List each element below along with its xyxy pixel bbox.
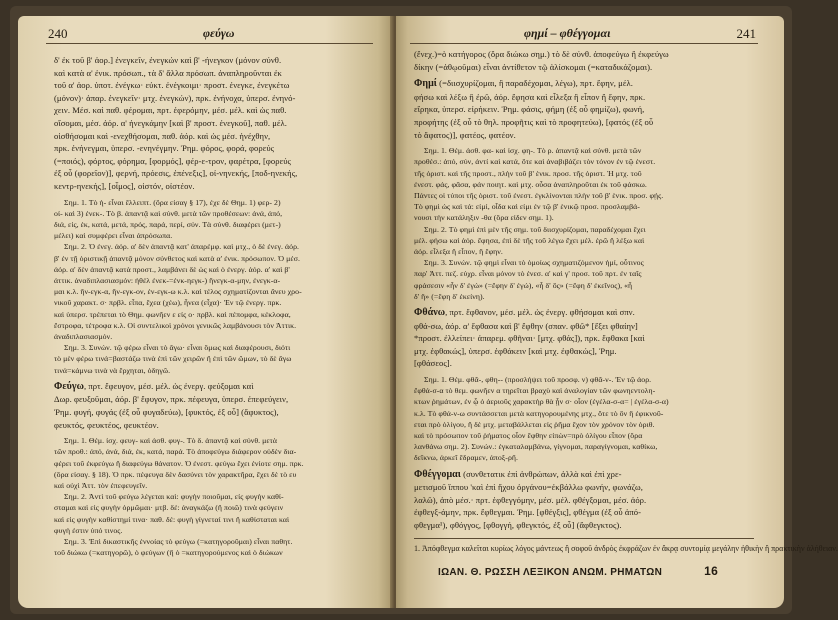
note-line: προθέσ.: ἀπό, σύν, ἀντί καὶ κατά, ὅτε καὶ ἀναβιβάζει τὸν τόνον ἐν τῷ ἐνεστ. — [414, 157, 656, 167]
entry-phthano-line: [φθάσεος]. — [414, 358, 452, 369]
entry-phemi-line: προφήτης (ἐξ οὗ τὸ θηλ. προφῆτις καὶ τὸ προφητεύω), [φατός (ἐξ οὗ — [414, 116, 654, 127]
note-line: (ὅρα εἰσαγ. § 18). Ὁ πρκ. πέφευγα δὲν δασύνει τὸν χαρακτῆρα, ἔχει δὲ τὸ ευ — [54, 469, 297, 479]
note-line: νουσι τὴν κατάληξιν -θα (ὅρα εἰδεν σημ. 1). — [414, 213, 554, 223]
signature-mark: 16 — [704, 563, 719, 578]
entry-phthano-first-line: Φθάνω, πρτ. ἔφθανον, μέσ. μέλ. ὡς ἐνεργ. φθήσομαι καὶ σπν. — [414, 307, 635, 318]
right-page-number: 241 — [736, 26, 756, 41]
note-line: Σημ. 1. Θέμ. φθᾶ-, φθη-- (προσλήψει τοῦ προσφ. ν) φθᾶ-ν-. Ἐν τῷ ἀορ. — [424, 374, 652, 384]
note-line: φυγὴ ἐστιν ὑπό τινος. — [54, 525, 123, 535]
note-line: μέλει) καὶ συμφέρει εἶναι ἀπρόσωπα. — [54, 231, 173, 241]
note-line: ἀττικ. ἀναδιπλασιασμόν: ἠθέλ ἐνεκ-=ἐνκ-ηεγκ-) ἤνεγκ-α-μην, ἐνεγκ-α- — [54, 275, 281, 285]
note-line: δεῖκνω, ἀρκεῖ ἔδραμεν, ἀποξ-ρῆ. — [414, 453, 519, 463]
note-line: τῆς ὁριστ. καὶ τῆς προστ., πλὴν τοῦ β' ἑνικ. προσ. τῆς ὁριστ. Ἡ μτχ. τοῦ — [414, 168, 642, 178]
entry-phthano-line: φθά-σω, ἀόρ. α' ἔφθασα καὶ β' ἔφθην (σπαν. φθῶ* [ἔξει φθαίην] — [414, 320, 638, 331]
entry-phemi-first-line: Φημί (=διισχυρίζομαι, ἢ παραδέχομαι, λέγω), πρτ. ἔφην, μέλ. — [414, 78, 633, 90]
entry-phthano-line: *προστ. ἐλλείπει· ἀπαρεμ. φθῆναι· [μτχ. φθάς]), πρκ. ἔφθακα [καὶ — [414, 333, 645, 344]
footnote: 1. Ἀπόφθεγμα καλεῖται κυρίως λόγος μάντεως ἢ σοφοῦ ἀνδρὸς ἐκφράζων ἐν ἄκρᾳ συντομίᾳ μεγάλην ἠθικὴν ἢ πρακτικὴν ἀλήθειαν. — [414, 543, 838, 553]
text-line: (μόνον)· ἀπαρ. ἐνεγκεῖν· μτχ. ἐνεγκών), πρκ. ἐνήνοχα, ὑπερσ. ἐνηνό- — [54, 92, 296, 103]
footnote-rule — [414, 538, 754, 539]
text-line: κεντρ-ηνεκής], [οἶμος], οἰστόν, οἰστέον. — [54, 180, 195, 191]
note-line: κ.λ. Τὸ φθά-ν-ω συντάσσεται μετὰ κατηγορουμένης μτχ., ὅτε τὸ ὂν ἢ ἐφικνοῦ- — [414, 408, 664, 418]
note-line: διά, εἰς, ἐκ, κατά, μετά, πρός, παρά, περί, σύν. Τὰ σύνθ. διαφέρει (μετ-) — [54, 219, 281, 229]
left-page — [18, 16, 393, 608]
note-line: κτων ῥημάτων, ἐν ᾧ ὁ ἀεριοῦς χαρακτὴρ θὰ ᾖν σ· οἷον (ἐγέλα-σ-α= | ἐγέλα-σ-α) — [414, 397, 669, 407]
note-line: Σημ. 1. Τὸ ἠ- εἶναι ἔλλειπτ. (ὅρα εἰσαγ § 17), ἐχε δὲ Θημ. 1) φερ- 2) — [64, 197, 281, 207]
entry-phthengomai-line: λαλῶ), ἀπὸ μέσ.· πρτ. ἐφθεγγόμην, μέσ. μέλ. φθέγξομαι, μέσ. ἀόρ. — [414, 494, 647, 505]
right-page — [396, 16, 838, 608]
right-running-title: φημί – φθέγγομαι — [524, 26, 611, 40]
note-line: Σημ. 1. Θέμ. ἰσχ. φευγ- καὶ ἀσθ. φυγ-. Τὸ δ. ἁπαντᾷ καὶ σύνθ. μετὰ — [64, 436, 278, 446]
entry-phthengomai-headword: Φθέγγομαι — [414, 468, 461, 480]
text-line: δ' ἐκ τοῦ β' ἀορ.] ἐνεγκεῖν, ἐνεγκών καὶ β' -ήνεγκον (μόνον σύνθ. — [54, 55, 282, 65]
entry-pheugo-line: Ῥημ. φυγή, φυγάς (ἐξ οὗ φυγαδεύω), [φυκτός, ἐξ οὗ] (ἄφυκτος), — [54, 406, 279, 417]
entry-phemi-line: φήσω καὶ λέξω ἢ ἐρῶ, ἀόρ. ἔφησα καὶ εἶλεξα ἢ εἶπον ἢ ἔφην, πρκ. — [414, 91, 646, 102]
note-line: φέρει τοῦ ἐκφεύγω ἢ διαφεύγω θάνατον. Ὁ ἐνεστ. φεύγω ἔχει ἐνίοτε σημ. πρκ. — [54, 458, 304, 468]
imprint — [414, 564, 754, 578]
entry-pheugo-line: Δωρ. φευξοῦμαι, ἀόρ. β' ἔφυγον, πρκ. πέφευγα, ὑπερσ. ἐπεφεύγειν, — [54, 394, 289, 405]
note-line: ἀναδιπλασιασμόν. — [54, 331, 113, 341]
note-line: τοῦ διώκω (=κατηγορῶ), ὁ φεύγων (ἢ ὁ =κατηγορούμενος καὶ ὁ διώκων — [54, 548, 283, 558]
note-line: καὶ οὐχὶ Ἀττ. τὸν ἐπεφευγεῖν. — [54, 480, 148, 490]
text-line: (ἔνεχ.)=ὁ κατήγορος (ὅρα διώκω σημ.) τὸ δὲ σύνθ. ἀποφεύγω ἢ ἐκφεύγω — [414, 49, 669, 59]
text-line: οἴσομαι, μέσ. ἀόρ. α' ἠνεγκάμην [καὶ β' προστ. ἐνεγκοῦ], παθ. μέλ. — [54, 117, 287, 128]
note-line: μέλ. φήσω καὶ ἀόρ. ἔφησα, ἐπὶ δὲ τῆς τοῦ λέγω ἔχει μέλ. ἐρῶ ἢ λέξω καὶ — [414, 235, 645, 245]
entry-pheugo-headword: Φεύγω — [54, 380, 84, 392]
note-line: οἰ- καὶ 3) ἐνεκ-. Τὸ β. ἁπαντᾷ καὶ σύνθ. μετὰ τῶν προθέσεων: ἀνά, ἀπό, — [54, 208, 283, 218]
entry-pheugo-line: φευκτός, φευκτέος, φευκτέον. — [54, 419, 159, 430]
note-line: εται πρὸ ὀλίγου, ἢ δὲ μτχ. μεταβάλλεται εἰς ῥῆμα ἔχον τὸν χρόνον τὸν ὁριθ. — [414, 419, 655, 429]
imprint-text: ΙΩΑΝ. Θ. ΡΩΣΣΗ ΛΕΞΙΚΟΝ ΑΝΩΜ. ΡΗΜΑΤΩΝ — [438, 566, 663, 578]
note-line: τῶν προθ.: ἀπό, ἀνά, διά, ἐκ, κατά, παρά. Τὸ ἀποφεύγω διάφερον οὐδὲν δια- — [54, 447, 297, 457]
note-line: τινά=κάμνω τινὰ νὰ ἔρχηται, ὁδηγῶ. — [54, 365, 171, 375]
note-line: καὶ εἰς φυγὴν καθίστημί τινα· παθ. δέ: φυγὴ γίγνεταί τινι ἢ καθίσταται καὶ — [54, 514, 290, 524]
text-line: οἰσθήσομαι καὶ -ενεχθήσομαι, παθ. ἀόρ. καὶ ὡς μέσ. ἠνέχθην, — [54, 130, 271, 141]
note-line: σταμαι καὶ εἰς φυγὴν ὁρμῶμαι· μτβ. δέ: ἀναγκάζω (ἢ ποιῶ) τινὰ φεύγειν — [54, 503, 284, 513]
text-line: καὶ κατὰ α' ἐνικ. πρόσωπ., τὰ δ' ἄλλα πρόσωπ. ἀναπληροῦνται ἐκ — [54, 67, 282, 78]
note-line: νικοῦ χαρακτ. σ· πρβλ. εἶπα, ἔχεα (χέω), ἦνεα (εἶχα)· Ἐν τῷ ἐνεργ. πρκ. — [54, 298, 282, 308]
note-line: φράσεσιν «ἦν δ' ἐγώ» (=ἔφην δ' ἐγώ), «ἦ δ' ὅς» (=ἔφη δ' ἐκεῖνος), «ἦ — [414, 280, 633, 290]
note-line: Πάντες οἱ τύποι τῆς ὁριστ. τοῦ ἐνεστ. ἐγκλίνονται πλὴν τοῦ β' ἑνικ. προσ. φῄς. — [414, 190, 664, 200]
text-line: τοῦ α' ἀορ. ὑποτ. ἐνέγκω· εὐκτ. ἐνέγκοιμι· προστ. ἐνεγκε, ἐνεγκέτω — [54, 80, 290, 91]
text-line: ἐξ οὗ (φορεῖον)], φερνή, πρόεσις, ἐπένεξις], οἰ-νηνεκής, [ποδ-ηνεκής, — [54, 168, 298, 179]
note-line: β' ἐν τῇ ὁριστικῇ ἁπαντᾷ μόνον σύνθετος καὶ κατὰ α' ἐνικ. πρόσωπον. Ὁ μέσ. — [54, 253, 300, 263]
note-line: ἔστροφα, τέτροφα κ.λ. Οἱ συντελικοὶ χρόνοι γενικῶς λαμβάνουσι τὸν Ἀττικ. — [54, 320, 297, 330]
note-line: Σημ. 2. Ὁ ἐνεγ. ἀόρ. α' δὲν ἁπαντᾷ κατ' ἀπαρέμφ. καὶ μτχ., ὁ δὲ ἐνεγ. ἀόρ. — [64, 242, 300, 252]
note-line: Σημ. 1. Θέμ. ἀσθ. φα- καὶ ἰσχ. φη-. Τὸ ρ. ἁπαντᾷ καὶ σύνθ. μετὰ τῶν — [424, 146, 642, 156]
right-page-header — [396, 26, 784, 44]
right-page-body — [414, 48, 838, 578]
text-line: (=ποιός), φόρτος, φόρημα, [φορμός], φέρ-ε-τρον, φαρέτρα, [φορεύς — [54, 155, 292, 166]
note-line: ἐνεστ. φάς, φᾶσα, φάν ποιητ. καὶ μτχ. οὖσα ἀναπληροῦται ἐκ τοῦ φάσκω. — [414, 179, 647, 189]
note-line: παρ' Ἀττ. πεζ. εὐχρ. εἶναι μόνον τὸ ἐνεσ. α' καὶ γ' προσ. τοῦ πρτ. ἐν ταῖς — [414, 269, 642, 279]
note-line: μαι κ.λ. ἤν-εγκ-α, ἤν-εγκ-ον, ἐν-εγκ-ω κ.λ. καὶ τέλος σχηματίζονται ἄνευ χρο- — [54, 287, 302, 297]
header-rule — [46, 43, 373, 44]
note-line: ἔφθά-σ-α τὸ θεμ. φωνῆεν α τηρεῖται βραχὺ καὶ ἀναλογίαν τῶν φωνηεντολη- — [414, 386, 656, 396]
left-page-number: 240 — [48, 26, 68, 41]
text-line: πρκ. ἐνήνεγμαι, ὑπερσ. -ενηνέγμην. Ῥημ. φόρος, φορά, φορεύς — [54, 143, 275, 154]
open-book — [10, 6, 838, 614]
note-line: Σημ. 2. Ἀντὶ τοῦ φεύγω λέγεται καὶ: φυγὴν ποιοῦμαι, εἰς φυγὴν καθί- — [64, 492, 284, 502]
header-rule — [410, 43, 758, 44]
note-line: ἀόρ. εἶλεξα ἢ εἶπον, ἢ ἔφην. — [414, 246, 503, 256]
text-line: χειν. Μέσ. καὶ παθ. φέρομαι, πρτ. ἐφερόμην, μέσ. μέλ. καὶ ὡς παθ. — [54, 105, 287, 116]
note-line: δ' ἥ» (=ἔφη δ' ἐκείνη). — [414, 291, 485, 301]
entry-phthengomai-line: ἐφθεγξ-άμην, πρκ. ἔφθεγμαι. Ῥημ. [φθέγξις], φθέγμα (ἐξ οὗ ἀπό- — [414, 507, 642, 518]
note-line: Σημ. 3. Ἐπὶ δικαστικῆς ἐννοίας τὸ φεύγω (=κατηγοροῦμαι) εἶναι παθητ. — [64, 536, 293, 546]
note-line: καὶ τὸ πρόσωπον τοῦ ῥήματος οἷον ἔφθην εἰπὼν=πρὸ ὀλίγου εἶπον (ὅρα — [414, 430, 643, 440]
note-line: λανθάνω σημ. 2). Συνών.: ἐγκαταλαμβάνω, γίγνομαι, παραγίγνομαι, καθίκω, — [414, 442, 658, 452]
note-line: Σημ. 3. Συνών. τῷ φέρω εἶναι τὸ ἄγω· εἶναι ὅμως καὶ διαφέρουσι, διότι — [64, 343, 291, 353]
entry-phthengomai-line: μετισμοῦ ἵππου 'καὶ ἐπὶ ἤχου ὀργάνου=ἐκβάλλω φωνήν, φωνάζω, — [414, 482, 643, 493]
entry-phthengomai-line: φθεγμα¹), φθόγγος, [φθογγή, φθεγκτός, ἐξ οὗ] (ἄφθεγκτος). — [414, 519, 622, 530]
entry-phthano-line: μτχ. ἐφθακώς], ὑπερσ. ἐφθάκειν [καὶ μτχ. ἐφθακώς], Ῥημ. — [414, 345, 617, 356]
left-running-title: φεύγω — [203, 26, 235, 40]
entry-phemi-headword: Φημί — [414, 78, 437, 90]
note-line: καὶ ὑπερσ. τρέπεται τὸ Θημ. φωνῆεν ε εἰς ο· πρβλ. καὶ πέπομφα, κέκλοφα, — [54, 309, 291, 319]
note-line: Τὸ φημὶ ὡς καὶ τά: εἰμί, οἶδα καὶ εἰμι ἐν τῷ β' ἑνικῷ προσ. προσλαμβά- — [414, 202, 640, 212]
note-line: ἀόρ. α' δὲν ἁπαντᾷ κατὰ προστ., λαμβάνει δὲ ὡς καὶ ὁ ἐνεργ. ἀόρ. α' καὶ β' — [54, 264, 290, 274]
note-line: Σημ. 2. Τὸ φημὶ ἐπὶ μὲν τῆς σημ. τοῦ διισχυρίζομαι, παραδέχομαι ἔχει — [424, 224, 646, 234]
entry-phthano-headword: Φθάνω — [414, 307, 446, 318]
note-line: τὸ μὲν φέρω τινά=βαστάζω τινὰ ἐπὶ τῶν χειρῶν ἢ ἐπὶ τῶν ὤμων, τὸ δὲ ἄγω — [54, 354, 292, 364]
left-page-body — [54, 54, 371, 558]
note-line: Σημ. 3. Συνών. τῷ φημὶ εἶναι τὸ ὁμοίως σχηματιζόμενον ἠμί, οὗτινος — [424, 258, 644, 268]
left-page-header — [18, 26, 393, 44]
text-line: δίκην (=ἀθῳοῦμαι) εἶναι ἀντίθετον τῷ ἁλίσκομαι (=καταδικάζομαι). — [414, 61, 653, 72]
entry-phthengomai-first-line: Φθέγγομαι (συνθετατικ ἐπὶ ἀνθρώπων, ἀλλὰ καὶ ἐπὶ χρε- — [414, 468, 622, 480]
entry-phemi-line: εἴρηκα, ὑπερσ. εἰρήκειν. Ῥημ. φάσις, φήμη (ἐξ οὗ φημίζω), φωνή, — [414, 104, 645, 115]
entry-pheugo-first-line: Φεύγω, πρτ. ἔφευγον, μέσ. μέλ. ὡς ἐνεργ. φεύξομαι καὶ — [54, 380, 254, 392]
entry-phemi-line: τὸ ἄφατος)], φατέος, φατέον. — [414, 129, 516, 140]
